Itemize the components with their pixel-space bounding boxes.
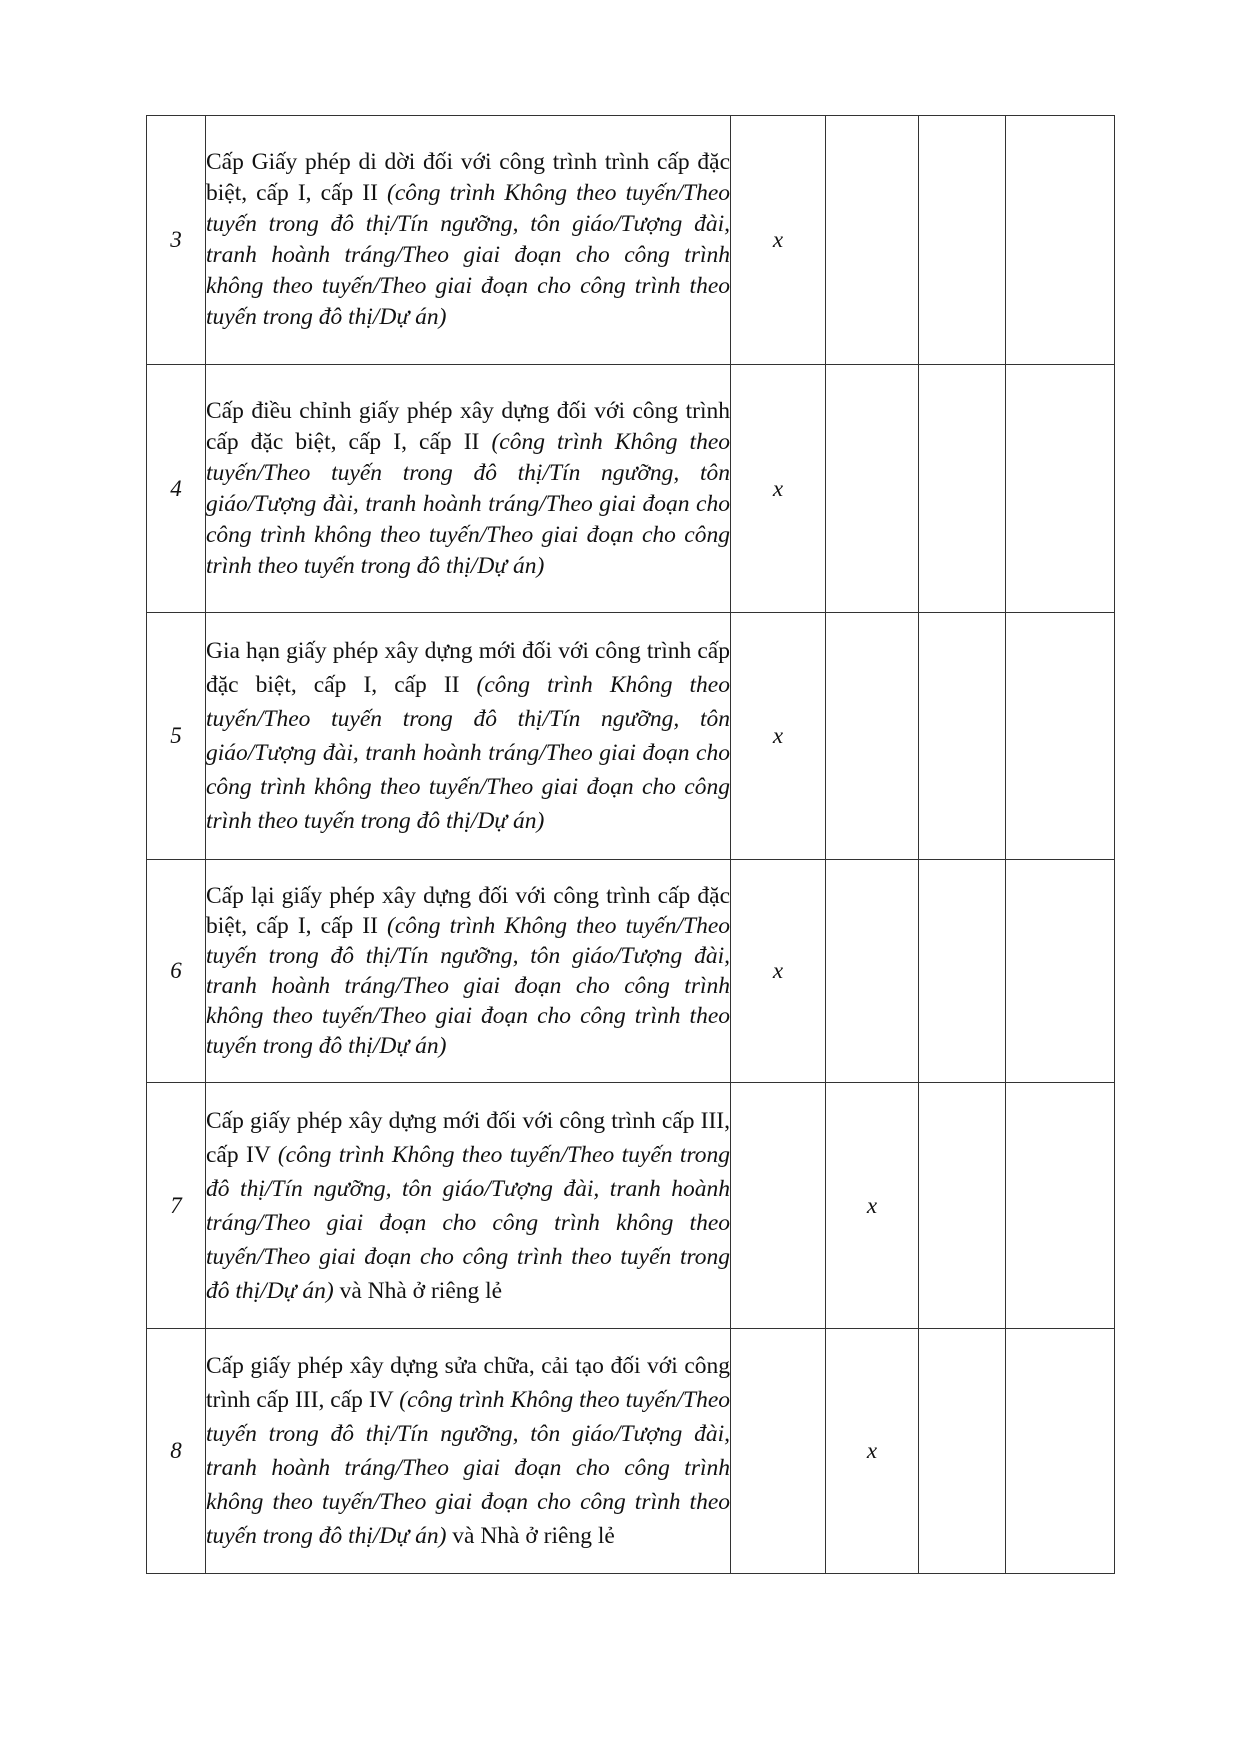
procedure-name-text: Cấp Giấy phép di dời đối với công trình trình cấp đặc biệt, cấp I, cấp II <box>206 149 730 206</box>
mark-cell <box>826 613 919 860</box>
mark-cell <box>919 1329 1006 1574</box>
mark-cell: x <box>731 860 826 1083</box>
procedure-scope-text: (công trình Không theo tuyến/Theo tuyến trong đô thị/Tín ngưỡng, tôn giáo/Tượng đài, tranh hoành tráng/Theo giai đoạn cho công trình không theo tuyến/Theo giai đoạn cho công trình theo tuyến trong đô thị/Dự án) <box>206 1387 730 1549</box>
procedure-scope-text: (công trình Không theo tuyến/Theo tuyến trong đô thị/Tín ngưỡng, tôn giáo/Tượng đài, tranh hoành tráng/Theo giai đoạn cho công trình không theo tuyến/Theo giai đoạn cho công trình theo tuyến trong đô thị/Dự án) <box>206 1141 730 1304</box>
procedure-scope-text: (công trình Không theo tuyến/Theo tuyến trong đô thị/Tín ngưỡng, tôn giáo/Tượng đài, tranh hoành tráng/Theo giai đoạn cho công trình không theo tuyến/Theo giai đoạn cho công trình theo tuyến trong đô thị/Dự án) <box>206 180 731 330</box>
procedure-table <box>146 115 1115 1574</box>
row-number: 5 <box>147 613 206 860</box>
table-row <box>147 860 1115 1083</box>
row-number: 7 <box>147 1083 206 1329</box>
mark-cell <box>731 1329 826 1574</box>
table-row <box>147 1083 1115 1329</box>
procedure-name <box>206 116 731 365</box>
row-number: 6 <box>147 860 206 1083</box>
mark-cell <box>826 365 919 613</box>
mark-cell: x <box>826 1329 919 1574</box>
mark-cell <box>826 860 919 1083</box>
procedure-name-text: Cấp giấy phép xây dựng sửa chữa, cải tạo đối với công trình cấp III, cấp IV <box>206 1353 730 1413</box>
mark-cell <box>919 1083 1006 1329</box>
mark-cell: x <box>731 116 826 365</box>
procedure-name <box>206 860 731 1083</box>
mark-cell <box>919 116 1006 365</box>
mark-cell <box>1006 365 1115 613</box>
mark-cell <box>919 365 1006 613</box>
mark-cell: x <box>731 365 826 613</box>
table-row <box>147 116 1115 365</box>
mark-cell <box>1006 1083 1115 1329</box>
procedure-name <box>206 1329 731 1574</box>
procedure-suffix-text: và Nhà ở riêng lẻ <box>333 1277 503 1304</box>
procedure-name <box>206 613 731 860</box>
mark-cell <box>1006 613 1115 860</box>
procedure-name-text: Cấp điều chỉnh giấy phép xây dựng đối với công trình cấp đặc biệt, cấp I, cấp II <box>206 397 730 455</box>
table-row <box>147 1329 1115 1574</box>
mark-cell <box>1006 860 1115 1083</box>
procedure-name-text: Cấp lại giấy phép xây dựng đối với công trình cấp đặc biệt, cấp I, cấp II <box>206 883 730 939</box>
mark-cell <box>919 613 1006 860</box>
table-row <box>147 613 1115 860</box>
row-number: 4 <box>147 365 206 613</box>
procedure-name <box>206 365 731 613</box>
row-number: 3 <box>147 116 206 365</box>
mark-cell <box>1006 1329 1115 1574</box>
procedure-suffix-text: và Nhà ở riêng lẻ <box>446 1523 615 1549</box>
procedure-scope-text: (công trình Không theo tuyến/Theo tuyến trong đô thị/Tín ngưỡng, tôn giáo/Tượng đài, tranh hoành tráng/Theo giai đoạn cho công trình không theo tuyến/Theo giai đoạn cho công trình theo tuyến trong đô thị/Dự án) <box>206 913 731 1059</box>
procedure-name-text: Cấp giấy phép xây dựng mới đối với công trình cấp III, cấp IV <box>206 1107 730 1168</box>
mark-cell <box>1006 116 1115 365</box>
mark-cell <box>826 116 919 365</box>
mark-cell <box>731 1083 826 1329</box>
row-number: 8 <box>147 1329 206 1574</box>
procedure-name <box>206 1083 731 1329</box>
procedure-name-text: Gia hạn giấy phép xây dựng mới đối với công trình cấp đặc biệt, cấp I, cấp II <box>206 638 730 698</box>
mark-cell <box>919 860 1006 1083</box>
table-row <box>147 365 1115 613</box>
procedure-scope-text: (công trình Không theo tuyến/Theo tuyến trong đô thị/Tín ngưỡng, tôn giáo/Tượng đài, tranh hoành tráng/Theo giai đoạn cho công trình không theo tuyến/Theo giai đoạn cho công trình theo tuyến trong đô thị/Dự án) <box>206 672 730 834</box>
mark-cell: x <box>826 1083 919 1329</box>
mark-cell: x <box>731 613 826 860</box>
procedure-scope-text: (công trình Không theo tuyến/Theo tuyến trong đô thị/Tín ngưỡng, tôn giáo/Tượng đài, tranh hoành tráng/Theo giai đoạn cho công trình không theo tuyến/Theo giai đoạn cho công trình theo tuyến trong đô thị/Dự án) <box>206 428 731 579</box>
